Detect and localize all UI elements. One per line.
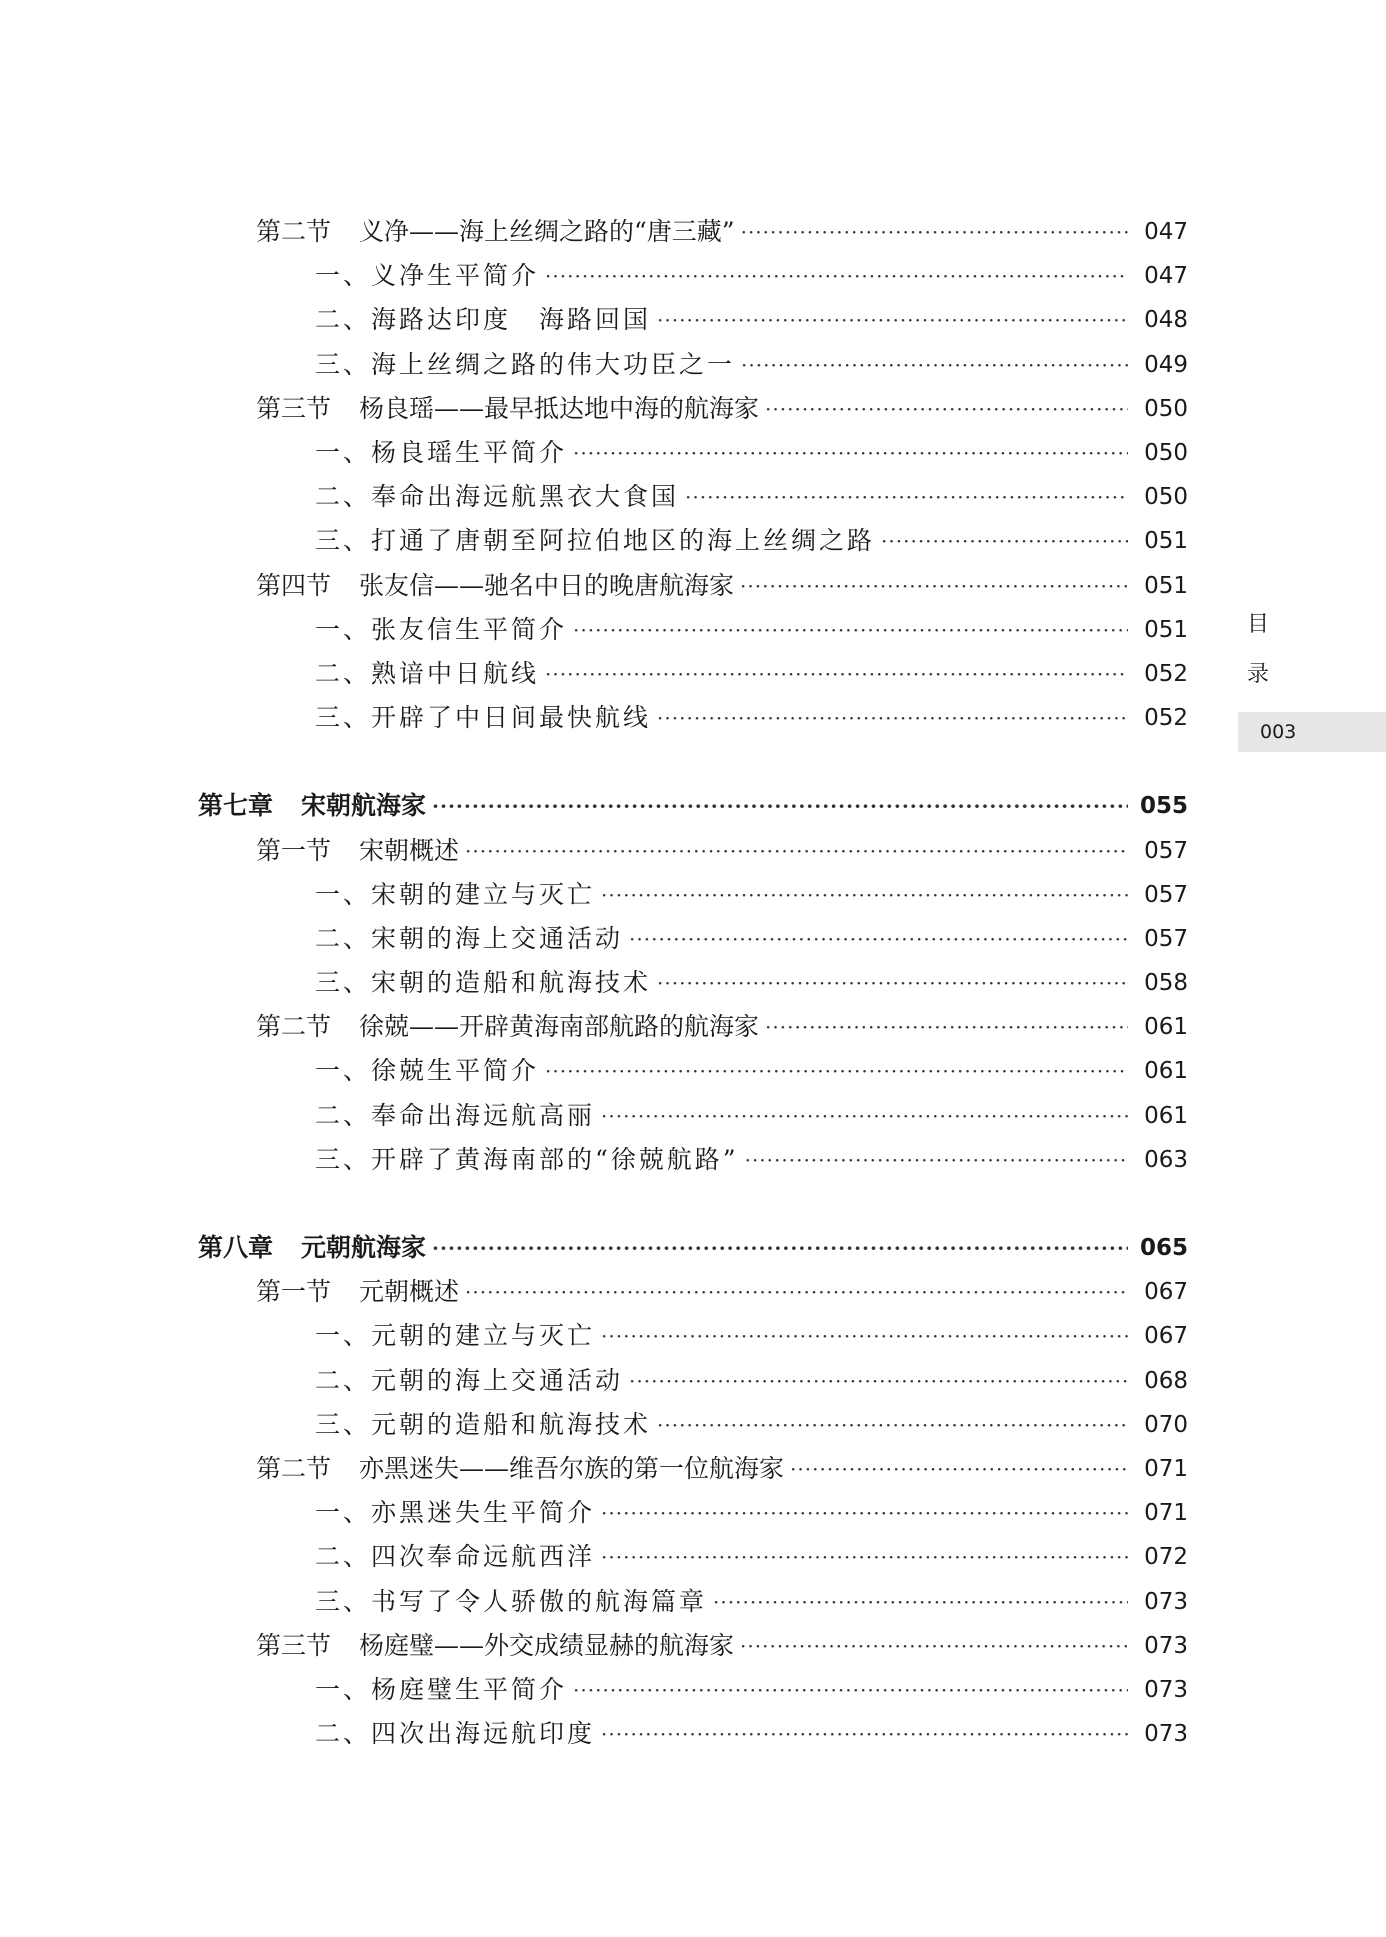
toc-entry-label: 一、 [315,1498,372,1528]
toc-entry-text [198,1535,595,1579]
toc-entry-text [198,829,459,873]
toc-page-number: 067 [1144,1323,1188,1350]
toc-entry-label: 三、 [315,1409,372,1439]
toc-entry-label: 第四节 [256,570,332,600]
toc-page-number: 051 [1144,528,1188,555]
toc-entry-title: 徐兢——开辟黄海南部航路的航海家 [359,1012,760,1042]
dot-leader [545,1049,1128,1093]
toc-entry-text [198,652,539,696]
toc-entry-text [198,1491,595,1535]
toc-entry-text [198,1359,623,1403]
toc-entry-title: 杨良瑶——最早抵达地中海的航海家 [359,393,760,423]
toc-chapter-row[interactable] [198,1226,1188,1270]
toc-section-row[interactable] [198,387,1188,431]
toc-entry-text [198,1270,459,1314]
toc-sub-row[interactable] [198,254,1188,298]
toc-page-number: 073 [1144,1588,1188,1615]
toc-entry-text [198,1226,426,1270]
toc-entry-title: 打通了唐朝至阿拉伯地区的海上丝绸之路 [371,526,876,556]
toc-entry-text [198,1447,784,1491]
toc-entry-label: 三、 [315,1144,372,1174]
toc-sub-row[interactable] [198,1403,1188,1447]
toc-sub-row[interactable] [198,652,1188,696]
toc-section-row[interactable] [198,1270,1188,1314]
toc-entry-title: 元朝的造船和航海技术 [371,1409,652,1439]
toc-entry-label: 第三节 [256,393,332,423]
toc-section-row[interactable] [198,564,1188,608]
toc-page-number: 072 [1144,1544,1188,1571]
toc-sub-row[interactable] [198,1535,1188,1579]
toc-entry-text [198,298,651,342]
toc-entry-title: 海路达印度 海路回国 [371,305,652,335]
toc-entry-label: 二、 [315,1100,372,1130]
toc-entry-label: 三、 [315,349,372,379]
toc-entry-label: 第七章 [198,791,274,821]
toc-page-number: 070 [1144,1411,1188,1438]
dot-leader [740,564,1128,608]
toc-page-number: 068 [1144,1367,1188,1394]
table-of-contents [198,210,1188,1756]
toc-section-row[interactable] [198,828,1188,872]
dot-leader [765,387,1128,431]
toc-entry-title: 张友信——驰名中日的晚唐航海家 [359,570,735,600]
toc-sub-row[interactable] [198,343,1188,387]
toc-entry-title: 义净——海上丝绸之路的“唐三藏” [359,217,735,247]
toc-page-number: 063 [1144,1146,1188,1173]
dot-leader [601,1535,1128,1579]
toc-sub-row[interactable] [198,1314,1188,1358]
dot-leader [881,519,1128,563]
toc-entry-title: 宋朝的海上交通活动 [371,923,624,953]
dot-leader [629,1359,1128,1403]
dot-leader [432,784,1128,828]
toc-entry-text [198,696,651,740]
page-number: 003 [1238,712,1386,752]
dot-leader [432,1226,1128,1270]
toc-entry-text [198,608,567,652]
side-char-lu: 录 [1246,662,1269,687]
toc-entry-label: 第八章 [198,1233,274,1263]
toc-entry-label: 一、 [315,1674,372,1704]
toc-sub-row[interactable] [198,873,1188,917]
toc-page-number: 065 [1139,1235,1188,1262]
dot-leader [740,1624,1128,1668]
toc-entry-title: 张友信生平简介 [371,614,568,644]
toc-entry-label: 二、 [315,658,372,688]
toc-entry-label: 第二节 [256,1453,332,1483]
toc-entry-title: 宋朝的造船和航海技术 [371,968,652,998]
toc-entry-text [198,1049,539,1093]
toc-entry-text [198,1580,707,1624]
toc-entry-title: 义净生平简介 [371,261,540,291]
dot-leader [741,343,1128,387]
toc-entry-title: 亦黑迷失生平简介 [371,1498,596,1528]
toc-sub-row[interactable] [198,475,1188,519]
toc-entry-text [198,917,623,961]
toc-page-number: 047 [1144,263,1188,290]
dot-leader [790,1447,1128,1491]
dot-leader [741,210,1128,254]
toc-entry-label: 一、 [315,1056,372,1086]
dot-leader [545,652,1128,696]
dot-leader [657,298,1128,342]
toc-entry-title: 开辟了中日间最快航线 [371,703,652,733]
toc-entry-label: 一、 [315,614,372,644]
toc-entry-label: 一、 [315,879,372,909]
dot-leader [601,1094,1128,1138]
toc-entry-title: 奉命出海远航高丽 [371,1100,596,1130]
toc-chapter-row[interactable] [198,784,1188,828]
toc-page-number: 073 [1144,1676,1188,1703]
dot-leader [657,696,1128,740]
toc-entry-label: 二、 [315,923,372,953]
toc-page-number: 057 [1144,837,1188,864]
toc-page-number: 071 [1144,1455,1188,1482]
toc-entry-label: 第一节 [256,1277,332,1307]
dot-leader [573,431,1128,475]
toc-entry-text [198,210,735,254]
toc-page-number: 073 [1144,1721,1188,1748]
toc-entry-title: 元朝的建立与灭亡 [371,1321,596,1351]
toc-sub-row[interactable] [198,1668,1188,1712]
toc-sub-row[interactable] [198,696,1188,740]
toc-sub-row[interactable] [198,961,1188,1005]
toc-sub-row[interactable] [198,1359,1188,1403]
dot-leader [657,961,1128,1005]
toc-page-number: 050 [1144,440,1188,467]
toc-sub-row[interactable] [198,1491,1188,1535]
toc-entry-label: 一、 [315,1321,372,1351]
dot-leader [745,1138,1128,1182]
toc-entry-title: 元朝的海上交通活动 [371,1365,624,1395]
dot-leader [601,1712,1128,1756]
toc-entry-title: 四次出海远航印度 [371,1719,596,1749]
toc-sub-row[interactable] [198,1712,1188,1756]
toc-entry-label: 三、 [315,703,372,733]
toc-entry-text [198,1712,595,1756]
dot-leader [465,829,1128,873]
toc-entry-text [198,784,426,828]
dot-leader [601,1491,1128,1535]
toc-entry-text [198,1624,734,1668]
toc-sub-row[interactable] [198,1579,1188,1623]
toc-entry-label: 第二节 [256,1012,332,1042]
toc-entry-label: 二、 [315,1719,372,1749]
toc-page-number: 052 [1144,660,1188,687]
dot-leader [601,873,1128,917]
toc-entry-label: 二、 [315,1542,372,1572]
toc-page-number: 055 [1139,793,1188,820]
toc-entry-text [198,961,651,1005]
toc-entry-title: 熟谙中日航线 [371,658,540,688]
toc-sub-row[interactable] [198,1094,1188,1138]
toc-entry-title: 杨庭璧——外交成绩显赫的航海家 [359,1630,735,1660]
toc-entry-label: 三、 [315,968,372,998]
toc-entry-label: 一、 [315,261,372,291]
toc-page-number: 061 [1144,1058,1188,1085]
toc-entry-text [198,873,595,917]
dot-leader [713,1580,1128,1624]
toc-entry-title: 书写了令人骄傲的航海篇章 [371,1586,708,1616]
toc-entry-title: 宋朝概述 [359,835,460,865]
toc-page-number: 061 [1144,1014,1188,1041]
toc-page-number: 058 [1144,970,1188,997]
toc-section-row[interactable] [198,1447,1188,1491]
toc-entry-text [198,1094,595,1138]
toc-entry-title: 宋朝的建立与灭亡 [371,879,596,909]
toc-entry-title: 宋朝航海家 [301,791,427,821]
toc-page-number: 071 [1144,1500,1188,1527]
toc-entry-label: 第三节 [256,1630,332,1660]
toc-entry-title: 亦黑迷失——维吾尔族的第一位航海家 [359,1453,785,1483]
toc-page-number: 047 [1144,219,1188,246]
toc-entry-text [198,343,735,387]
toc-sub-row[interactable] [198,1138,1188,1182]
toc-entry-label: 二、 [315,1365,372,1395]
toc-entry-title: 四次奉命远航西洋 [371,1542,596,1572]
toc-entry-title: 海上丝绸之路的伟大功臣之一 [371,349,736,379]
toc-entry-label: 二、 [315,305,372,335]
toc-page-number: 049 [1144,351,1188,378]
toc-page-number: 048 [1144,307,1188,334]
dot-leader [465,1270,1128,1314]
dot-leader [573,608,1128,652]
toc-page-number: 051 [1144,616,1188,643]
toc-entry-text [198,387,759,431]
toc-entry-title: 杨良瑶生平简介 [371,438,568,468]
toc-page-number: 052 [1144,705,1188,732]
toc-page-number: 051 [1144,572,1188,599]
toc-entry-text [198,254,539,298]
toc-page-number: 057 [1144,881,1188,908]
toc-page-number: 050 [1144,395,1188,422]
toc-sub-row[interactable] [198,1049,1188,1093]
toc-entry-text [198,564,734,608]
toc-page-number: 061 [1144,1102,1188,1129]
toc-sub-row[interactable] [198,431,1188,475]
toc-entry-title: 奉命出海远航黑衣大食国 [371,482,680,512]
toc-page-number: 050 [1144,484,1188,511]
toc-sub-row[interactable] [198,608,1188,652]
dot-leader [657,1403,1128,1447]
toc-entry-text [198,1403,651,1447]
toc-entry-text [198,1314,595,1358]
toc-entry-text [198,1668,567,1712]
dot-leader [765,1005,1128,1049]
toc-entry-text [198,519,875,563]
toc-sub-row[interactable] [198,519,1188,563]
toc-page-number: 067 [1144,1279,1188,1306]
toc-entry-text [198,1138,739,1182]
toc-entry-title: 杨庭璧生平简介 [371,1674,568,1704]
dot-leader [601,1314,1128,1358]
toc-entry-title: 元朝航海家 [301,1233,427,1263]
dot-leader [573,1668,1128,1712]
toc-entry-label: 三、 [315,526,372,556]
toc-entry-text [198,475,679,519]
toc-page-number: 073 [1144,1632,1188,1659]
toc-entry-label: 二、 [315,482,372,512]
toc-sub-row[interactable] [198,298,1188,342]
toc-entry-text [198,1005,759,1049]
toc-section-row[interactable] [198,1624,1188,1668]
dot-leader [545,254,1128,298]
toc-entry-label: 第二节 [256,217,332,247]
toc-entry-title: 徐兢生平简介 [371,1056,540,1086]
side-char-mu: 目 [1246,612,1269,637]
toc-section-row[interactable] [198,210,1188,254]
toc-entry-label: 第一节 [256,835,332,865]
dot-leader [629,917,1128,961]
toc-entry-title: 元朝概述 [359,1277,460,1307]
toc-entry-title: 开辟了黄海南部的“徐兢航路” [371,1144,739,1174]
toc-entry-label: 三、 [315,1586,372,1616]
toc-page-number: 057 [1144,925,1188,952]
dot-leader [685,475,1128,519]
toc-section-row[interactable] [198,1005,1188,1049]
toc-sub-row[interactable] [198,917,1188,961]
side-tab [1238,600,1386,700]
toc-entry-label: 一、 [315,438,372,468]
toc-entry-text [198,431,567,475]
